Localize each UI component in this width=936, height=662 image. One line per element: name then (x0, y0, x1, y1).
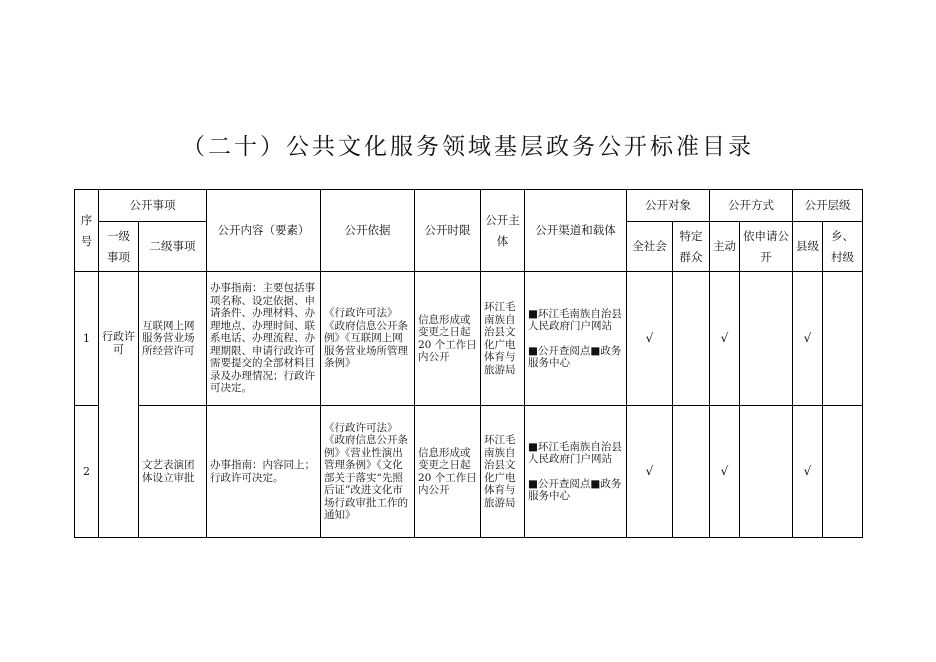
check-mark: √ (645, 464, 654, 478)
header-level-county: 县级 (793, 222, 823, 272)
row-content: 办事指南：内容同上；行政许可决定。 (207, 406, 321, 538)
channel-website: ■环江毛南族自治县人民政府门户网站 (528, 307, 622, 332)
header-subject: 公开主体 (481, 190, 525, 272)
table-row (75, 406, 863, 538)
check-target-all (627, 406, 673, 538)
row-basis: 《行政许可法》《政府信息公开条例》《营业性演出管理条例》《文化部关于落实“先照后证”改进文化市场行政审批工作的通知》 (321, 406, 415, 538)
header-level1: 一级事项 (99, 222, 139, 272)
row-seq: 2 (75, 406, 99, 538)
header-seq: 序号 (75, 190, 99, 272)
row-time-limit: 信息形成或变更之日起 20 个工作日内公开 (415, 406, 481, 538)
header-row-1 (75, 190, 863, 222)
header-basis: 公开依据 (321, 190, 415, 272)
catalog-table (74, 189, 863, 538)
check-mark: √ (645, 331, 654, 345)
header-method-active: 主动 (710, 222, 740, 272)
empty-target-specific (673, 406, 710, 538)
empty-target-specific (673, 272, 710, 406)
check-method-active (710, 406, 740, 538)
header-method: 公开方式 (710, 190, 793, 222)
row-content: 办事指南：主要包括事项名称、设定依据、申请条件、办理材料、办理地点、办理时间、联系电话、办理流程、办理期限、申请行政许可需要提交的全部材料目录及办理情况；行政许可决定。 (207, 272, 321, 406)
check-level-county (793, 406, 823, 538)
row-subject: 环江毛南族自治县文化广电体育与旅游局 (481, 272, 525, 406)
category-cell: 行政许可 (99, 272, 139, 538)
header-target-all: 全社会 (627, 222, 673, 272)
check-method-active (710, 272, 740, 406)
check-mark: √ (720, 464, 729, 478)
empty-method-apply (740, 272, 793, 406)
check-mark: √ (720, 331, 729, 345)
check-mark: √ (803, 331, 812, 345)
check-mark: √ (803, 464, 812, 478)
header-target-specific: 特定群众 (673, 222, 710, 272)
channel-office: ■公开查阅点■政务服务中心 (528, 477, 622, 502)
header-level2: 二级事项 (139, 222, 207, 272)
header-target: 公开对象 (627, 190, 710, 222)
page-title: （二十）公共文化服务领域基层政务公开标准目录 (182, 134, 754, 160)
header-items: 公开事项 (99, 190, 207, 222)
check-target-all (627, 272, 673, 406)
channel-website: ■环江毛南族自治县人民政府门户网站 (528, 440, 622, 465)
row-item: 文艺表演团体设立审批 (139, 406, 207, 538)
check-level-county (793, 272, 823, 406)
header-level: 公开层级 (793, 190, 863, 222)
empty-method-apply (740, 406, 793, 538)
table-row (75, 272, 863, 406)
row-seq: 1 (75, 272, 99, 406)
row-subject: 环江毛南族自治县文化广电体育与旅游局 (481, 406, 525, 538)
empty-level-town (823, 406, 863, 538)
row-basis: 《行政许可法》《政府信息公开条例》《互联网上网服务营业场所管理条例》 (321, 272, 415, 406)
row-time-limit: 信息形成或变更之日起 20 个工作日内公开 (415, 272, 481, 406)
empty-level-town (823, 272, 863, 406)
row-channel (525, 272, 627, 406)
row-item: 互联网上网服务营业场所经营许可 (139, 272, 207, 406)
header-channel: 公开渠道和载体 (525, 190, 627, 272)
header-time-limit: 公开时限 (415, 190, 481, 272)
channel-office: ■公开查阅点■政务服务中心 (528, 344, 622, 369)
header-level-town: 乡、村级 (823, 222, 863, 272)
row-channel (525, 406, 627, 538)
header-method-apply: 依申请公开 (740, 222, 793, 272)
header-content: 公开内容（要素） (207, 190, 321, 272)
